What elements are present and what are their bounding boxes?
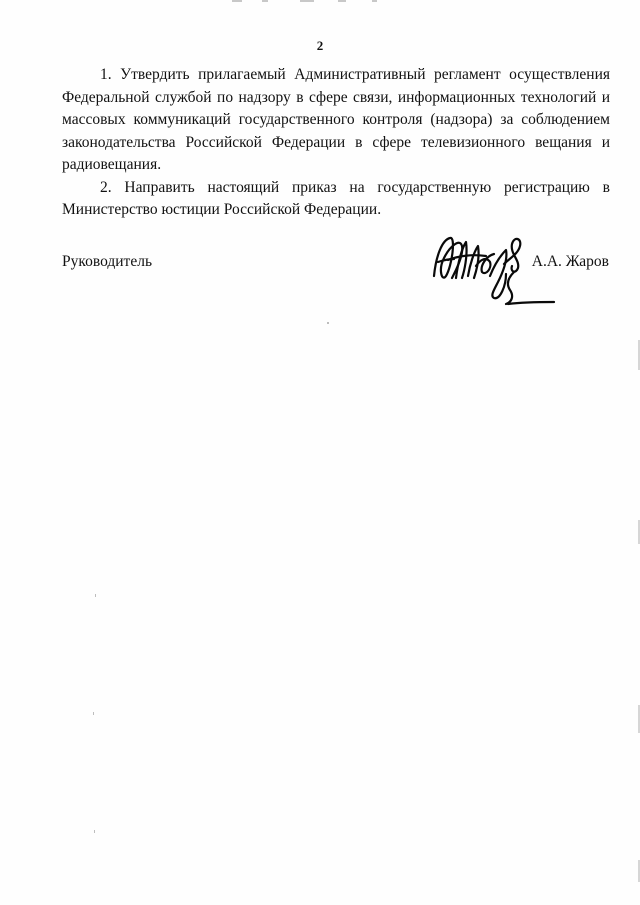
signatory-title: Руководитель (62, 253, 153, 270)
page-number: 2 (316, 38, 324, 53)
scan-speck (327, 322, 329, 324)
paragraph-2: 2. Направить настоящий приказ на государственную регистрацию в Министерство юстиции Российской Федерации. (62, 178, 610, 218)
paragraph-1: 1. Утвердить прилагаемый Административный регламент осуществления Федеральной службой по надзору в сфере связи, информационных технологий и массовых коммуникаций государственного контроля (надзора) за соблюдением законодательства Российской Федерации в сфере телевизионного вещания и радиовещания. (62, 66, 610, 173)
signatory-name: А.А. Жаров (531, 253, 609, 270)
scan-artifact (372, 0, 377, 2)
scan-artifact (262, 0, 268, 2)
scan-artifact (300, 0, 314, 2)
scan-artifact (338, 0, 346, 2)
scan-speck (95, 594, 96, 597)
scan-artifact (232, 0, 242, 2)
scan-speck (93, 712, 94, 715)
scan-speck (94, 830, 95, 833)
document-body (62, 64, 610, 222)
